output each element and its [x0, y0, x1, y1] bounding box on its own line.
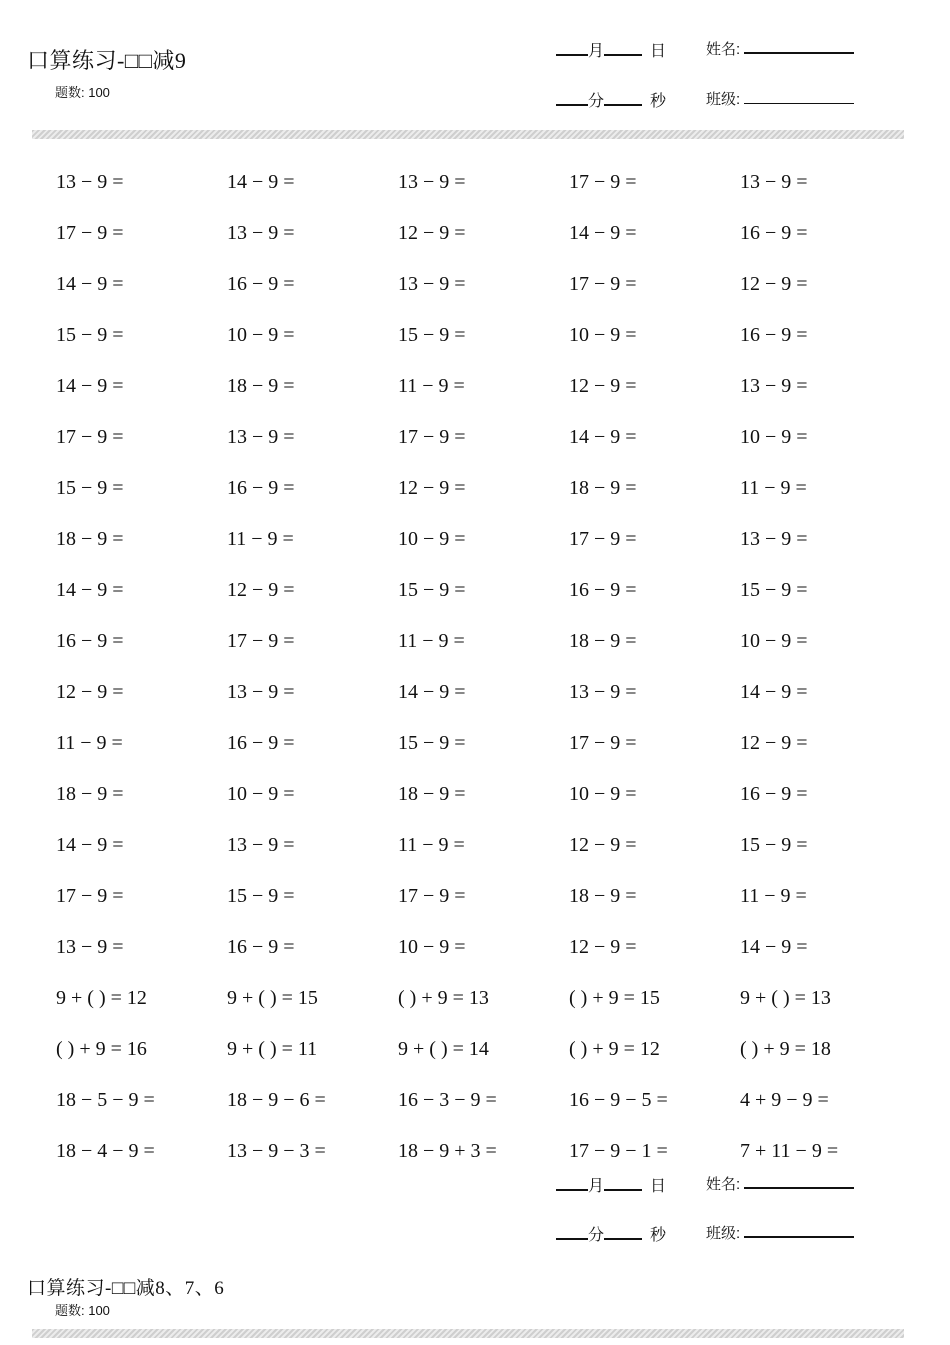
problem-item: 16 − 9 =: [227, 477, 295, 499]
problem-item: 17 − 9 =: [569, 528, 637, 550]
footer-name-label: 姓名:: [706, 1176, 741, 1193]
next-header-divider: [32, 1329, 904, 1338]
problem-item: 12 − 9 =: [569, 834, 637, 856]
problem-item: 17 − 9 − 1 =: [569, 1140, 668, 1162]
class-label: 班级:: [706, 91, 741, 108]
problem-item: 17 − 9 =: [569, 732, 637, 754]
footer-day-blank[interactable]: [604, 1175, 642, 1191]
page-title: 口算练习-□□减9: [27, 48, 187, 73]
footer-class-field: [706, 1222, 854, 1243]
problem-item: 17 − 9 =: [56, 222, 124, 244]
problem-item: 17 − 9 =: [227, 630, 295, 652]
problem-item: 16 − 9 =: [227, 936, 295, 958]
problem-item: 10 − 9 =: [740, 426, 808, 448]
problem-item: 16 − 9 =: [740, 324, 808, 346]
problem-item: 11 − 9 =: [398, 834, 465, 856]
problem-item: 13 − 9 =: [740, 528, 808, 550]
problem-item: 13 − 9 =: [740, 375, 808, 397]
problem-item: 9 + ( ) = 14: [398, 1038, 489, 1060]
problem-item: 13 − 9 =: [398, 171, 466, 193]
problem-item: 12 − 9 =: [398, 477, 466, 499]
problem-item: 12 − 9 =: [569, 375, 637, 397]
problem-item: 16 − 9 =: [740, 222, 808, 244]
problem-item: 18 − 9 =: [398, 783, 466, 805]
problem-item: 11 − 9 =: [398, 375, 465, 397]
problem-item: 15 − 9 =: [56, 477, 124, 499]
problem-item: 10 − 9 =: [227, 324, 295, 346]
footer-second-blank[interactable]: [604, 1224, 642, 1240]
day-label: 日: [650, 43, 667, 60]
problem-item: 16 − 9 =: [227, 732, 295, 754]
problem-item: 7 + 11 − 9 =: [740, 1140, 839, 1162]
problem-item: 9 + ( ) = 12: [56, 987, 147, 1009]
problem-item: 11 − 9 =: [740, 885, 807, 907]
footer-name-blank[interactable]: [744, 1173, 854, 1189]
problem-item: 13 − 9 =: [569, 681, 637, 703]
problem-item: 11 − 9 =: [227, 528, 294, 550]
problem-item: 16 − 9 =: [569, 579, 637, 601]
footer-second-label: 秒: [650, 1227, 667, 1244]
next-problem-count: 题数: 100: [55, 1303, 110, 1318]
problem-count: 题数: 100: [55, 85, 110, 100]
problem-item: 14 − 9 =: [56, 273, 124, 295]
month-label: 月: [588, 43, 605, 60]
footer-date-field: [556, 1173, 666, 1196]
problem-item: 15 − 9 =: [740, 834, 808, 856]
problem-item: 14 − 9 =: [56, 375, 124, 397]
problem-item: 16 − 9 =: [227, 273, 295, 295]
problem-item: 18 − 9 − 6 =: [227, 1089, 326, 1111]
problem-item: 11 − 9 =: [740, 477, 807, 499]
footer-time-field: [556, 1222, 666, 1245]
problem-item: 10 − 9 =: [398, 936, 466, 958]
footer-day-label: 日: [650, 1178, 667, 1195]
problem-item: 18 − 9 =: [56, 528, 124, 550]
problem-item: 9 + ( ) = 11: [227, 1038, 318, 1060]
problem-item: 13 − 9 =: [227, 834, 295, 856]
problem-item: 10 − 9 =: [569, 783, 637, 805]
problem-item: 15 − 9 =: [398, 732, 466, 754]
problem-item: 14 − 9 =: [56, 579, 124, 601]
problem-item: 14 − 9 =: [740, 681, 808, 703]
problem-item: 15 − 9 =: [740, 579, 808, 601]
problem-item: 18 − 4 − 9 =: [56, 1140, 155, 1162]
problem-item: 16 − 9 =: [740, 783, 808, 805]
problem-item: 12 − 9 =: [740, 273, 808, 295]
footer-class-blank[interactable]: [744, 1222, 854, 1238]
problem-item: 13 − 9 =: [56, 936, 124, 958]
problem-item: 16 − 9 =: [56, 630, 124, 652]
footer-month-label: 月: [588, 1178, 605, 1195]
problem-item: 12 − 9 =: [398, 222, 466, 244]
footer-month-blank[interactable]: [556, 1175, 588, 1191]
problem-item: 13 − 9 =: [227, 222, 295, 244]
problem-item: 17 − 9 =: [569, 171, 637, 193]
problem-item: 10 − 9 =: [569, 324, 637, 346]
name-label: 姓名:: [706, 41, 741, 58]
problem-item: 14 − 9 =: [569, 222, 637, 244]
problem-item: 12 − 9 =: [569, 936, 637, 958]
footer-minute-blank[interactable]: [556, 1224, 588, 1240]
problem-item: 18 − 5 − 9 =: [56, 1089, 155, 1111]
problem-item: 9 + ( ) = 13: [740, 987, 831, 1009]
problem-item: 16 − 9 − 5 =: [569, 1089, 668, 1111]
problem-item: 17 − 9 =: [56, 885, 124, 907]
problem-item: 10 − 9 =: [398, 528, 466, 550]
problem-item: 12 − 9 =: [740, 732, 808, 754]
footer-class-label: 班级:: [706, 1225, 741, 1242]
footer-minute-label: 分: [588, 1227, 605, 1244]
problem-item: ( ) + 9 = 12: [569, 1038, 660, 1060]
minute-label: 分: [588, 93, 605, 110]
problem-item: 13 − 9 =: [740, 171, 808, 193]
problem-item: 16 − 3 − 9 =: [398, 1089, 497, 1111]
problem-item: ( ) + 9 = 18: [740, 1038, 831, 1060]
problem-item: 14 − 9 =: [56, 834, 124, 856]
problem-item: 13 − 9 =: [56, 171, 124, 193]
problem-item: 13 − 9 =: [227, 426, 295, 448]
problem-item: 13 − 9 − 3 =: [227, 1140, 326, 1162]
problem-item: 17 − 9 =: [398, 426, 466, 448]
next-page-title: 口算练习-□□减8、7、6: [27, 1278, 225, 1299]
problem-item: 15 − 9 =: [398, 579, 466, 601]
problem-item: 10 − 9 =: [740, 630, 808, 652]
problem-item: 15 − 9 =: [227, 885, 295, 907]
problem-item: 17 − 9 =: [569, 273, 637, 295]
problem-item: 12 − 9 =: [227, 579, 295, 601]
problem-item: ( ) + 9 = 13: [398, 987, 489, 1009]
problem-item: 17 − 9 =: [56, 426, 124, 448]
problem-item: 14 − 9 =: [227, 171, 295, 193]
second-label: 秒: [650, 93, 667, 110]
problem-item: 14 − 9 =: [740, 936, 808, 958]
footer-name-field: [706, 1173, 854, 1194]
problem-item: ( ) + 9 = 15: [569, 987, 660, 1009]
problem-item: ( ) + 9 = 16: [56, 1038, 147, 1060]
problem-item: 13 − 9 =: [227, 681, 295, 703]
problem-item: 12 − 9 =: [56, 681, 124, 703]
problem-item: 14 − 9 =: [398, 681, 466, 703]
problem-item: 15 − 9 =: [398, 324, 466, 346]
problem-item: 18 − 9 + 3 =: [398, 1140, 497, 1162]
problem-item: 10 − 9 =: [227, 783, 295, 805]
problem-item: 13 − 9 =: [398, 273, 466, 295]
problem-item: 18 − 9 =: [569, 477, 637, 499]
problem-item: 18 − 9 =: [569, 630, 637, 652]
problem-item: 9 + ( ) = 15: [227, 987, 318, 1009]
problem-item: 11 − 9 =: [56, 732, 123, 754]
problem-item: 18 − 9 =: [56, 783, 124, 805]
problem-item: 4 + 9 − 9 =: [740, 1089, 829, 1111]
problem-item: 15 − 9 =: [56, 324, 124, 346]
problem-item: 17 − 9 =: [398, 885, 466, 907]
problem-item: 14 − 9 =: [569, 426, 637, 448]
problem-item: 18 − 9 =: [569, 885, 637, 907]
problem-item: 18 − 9 =: [227, 375, 295, 397]
problem-item: 11 − 9 =: [398, 630, 465, 652]
